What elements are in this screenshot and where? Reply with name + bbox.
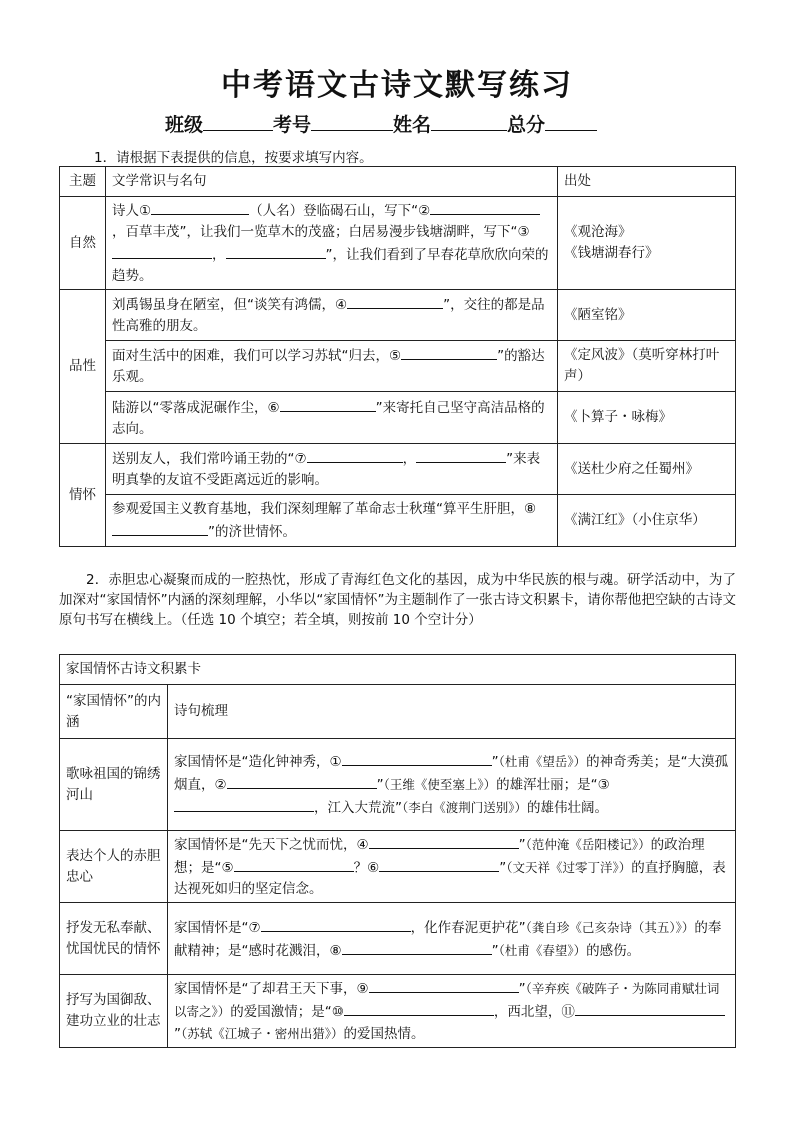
theme-sentiment: 情怀 bbox=[60, 444, 106, 547]
text-segment: 的政治理想；是“⑤ bbox=[174, 837, 705, 876]
card-row-content bbox=[168, 903, 736, 975]
table-row-source bbox=[558, 197, 736, 290]
text-segment: ，西北望，⑪ bbox=[493, 1004, 575, 1020]
card-blank-3[interactable] bbox=[174, 796, 314, 812]
blank-4[interactable] bbox=[347, 293, 443, 309]
score-label: 总分 bbox=[507, 114, 546, 136]
source-note: （杜甫《望岳》） bbox=[498, 754, 587, 769]
source-note: （苏轼《江城子・密州出猎》） bbox=[181, 1026, 344, 1041]
text-segment: 家国情怀是“造化钟神秀，① bbox=[174, 754, 342, 770]
text-segment: 刘禹锡虽身在陋室，但“谈笑有鸿儒，④ bbox=[112, 297, 348, 313]
source-note: （杜甫《春望》） bbox=[498, 942, 587, 958]
blank-2[interactable] bbox=[430, 199, 540, 215]
card-blank-1[interactable] bbox=[342, 750, 492, 766]
text-segment: ，江入大荒流” bbox=[314, 800, 402, 816]
name-label: 姓名 bbox=[393, 114, 432, 136]
table-row-source: 《卜算子・咏梅》 bbox=[558, 392, 736, 444]
text-segment: ？⑥ bbox=[353, 860, 380, 876]
name-blank[interactable] bbox=[431, 112, 507, 131]
class-label: 班级 bbox=[165, 114, 204, 136]
text-segment: ”的豁达乐观。 bbox=[112, 348, 545, 385]
card-title: 家国情怀古诗文积累卡 bbox=[60, 655, 736, 685]
text-segment: ， bbox=[402, 451, 417, 467]
table-row-source: 《定风波》（莫听穿林打叶声） bbox=[558, 341, 736, 392]
table-row-content bbox=[106, 495, 558, 547]
source-note: （文天祥《过零丁洋》） bbox=[506, 860, 632, 875]
card-blank-8[interactable] bbox=[342, 939, 492, 955]
page-title: 中考语文古诗文默写练习 bbox=[221, 68, 573, 103]
meaning-loyalty: 表达个人的赤胆忠心 bbox=[60, 831, 168, 903]
source-note: （李白《渡荆门送别》） bbox=[402, 800, 528, 815]
score-blank[interactable] bbox=[545, 112, 597, 131]
blank-6[interactable] bbox=[280, 396, 376, 412]
header-content: 文学常识与名句 bbox=[106, 167, 558, 197]
theme-nature: 自然 bbox=[60, 197, 106, 290]
card-blank-11[interactable] bbox=[575, 1000, 725, 1016]
text-segment: ，化作春泥更护花” bbox=[410, 919, 526, 936]
card-blank-2[interactable] bbox=[227, 773, 377, 789]
text-segment: 的神奇秀美；是“大漠孤烟直，② bbox=[174, 754, 729, 793]
table-row-content bbox=[106, 341, 558, 392]
table-row-content bbox=[106, 290, 558, 341]
header-meaning: “家国情怀”的内涵 bbox=[60, 685, 168, 739]
text-segment: ，百草丰茂”，让我们一览草木的茂盛；白居易漫步钱塘湖畔，写下“③ bbox=[112, 224, 530, 240]
text-segment: ” bbox=[499, 860, 507, 876]
text-segment: ” bbox=[376, 777, 384, 793]
table-row-content bbox=[106, 392, 558, 444]
text-segment: 的雄浑壮丽；是“③ bbox=[496, 777, 610, 793]
source-note: （范仲淹《岳阳楼记》） bbox=[525, 837, 651, 852]
question-1-instruction: 1．请根据下表提供的信息，按要求填写内容。 bbox=[94, 150, 373, 166]
source-note: （王维《使至塞上》） bbox=[383, 777, 497, 792]
blank-7b[interactable] bbox=[416, 447, 506, 463]
meaning-landscape: 歌咏祖国的锦绣河山 bbox=[60, 739, 168, 831]
text-segment: 的直抒胸臆，表达视死如归的坚定信念。 bbox=[174, 860, 726, 897]
blank-3b[interactable] bbox=[226, 243, 326, 259]
card-blank-10[interactable] bbox=[344, 1000, 494, 1016]
text-segment: ” bbox=[491, 942, 499, 959]
question-1-table bbox=[59, 166, 736, 547]
text-segment: 面对生活中的困难，我们可以学习苏轼“归去，⑤ bbox=[112, 348, 402, 364]
theme-character: 品性 bbox=[60, 290, 106, 444]
text-segment: ”，让我们看到了早春花草欣欣向荣的趋势。 bbox=[112, 247, 549, 284]
header-source: 出处 bbox=[558, 167, 736, 197]
text-segment: 诗人① bbox=[112, 203, 152, 219]
text-segment: ”来表明真挚的友谊不受距离远近的影响。 bbox=[112, 451, 541, 488]
card-blank-4[interactable] bbox=[369, 833, 519, 849]
table-row-source: 《满江红》（小住京华） bbox=[558, 495, 736, 547]
exam-no-blank[interactable] bbox=[311, 112, 393, 131]
card-row-content bbox=[168, 975, 736, 1048]
text-segment: ”的济世情怀。 bbox=[208, 523, 296, 540]
table-row-content bbox=[106, 197, 558, 290]
text-segment: ”来寄托自己坚守高洁品格的志向。 bbox=[112, 399, 545, 437]
card-row-content bbox=[168, 831, 736, 903]
blank-3a[interactable] bbox=[112, 243, 212, 259]
source-title: 《观沧海》 bbox=[564, 224, 632, 240]
text-segment: ” bbox=[518, 837, 526, 853]
text-segment: （人名）登临碣石山，写下“② bbox=[249, 203, 431, 219]
text-segment: 参观爱国主义教育基地，我们深刻理解了革命志士秋瑾“算平生肝胆，⑧ bbox=[112, 500, 537, 517]
table-row-source: 《送杜少府之任蜀州》 bbox=[558, 444, 736, 495]
text-segment: 家国情怀是“先天下之忧而忧，④ bbox=[174, 837, 369, 853]
card-blank-6[interactable] bbox=[379, 856, 499, 872]
table-row-content bbox=[106, 444, 558, 495]
question-2-instruction: 2．赤胆忠心凝聚而成的一腔热忱，形成了青海红色文化的基因，成为中华民族的根与魂。研学活动中，为了加深对“家国情怀”内涵的深刻理解，小华以“家国情怀”为主题制作了一张古诗文积累卡，请你帮他把空缺的古诗文原句书写在横线上。（任选 10 个填空；若全填，则按前 10 个空计分） bbox=[59, 572, 736, 628]
card-blank-5[interactable] bbox=[234, 856, 354, 872]
blank-8[interactable] bbox=[112, 520, 208, 536]
card-blank-9[interactable] bbox=[369, 977, 519, 993]
blank-1[interactable] bbox=[151, 199, 249, 215]
text-segment: ， bbox=[212, 247, 226, 263]
meaning-ambition: 抒写为国御敌、建功立业的壮志 bbox=[60, 975, 168, 1048]
text-segment: 的奉献精神；是“感时花溅泪，⑧ bbox=[174, 919, 722, 959]
text-segment: ” bbox=[174, 1026, 181, 1042]
source-note: （龚自珍《己亥杂诗（其五）》） bbox=[525, 919, 695, 935]
header-sorting: 诗句梳理 bbox=[168, 685, 736, 739]
table-row-source: 《陋室铭》 bbox=[558, 290, 736, 341]
blank-5[interactable] bbox=[401, 344, 497, 360]
text-segment: 的爱国热情。 bbox=[343, 1026, 425, 1042]
text-segment: 家国情怀是“了却君王天下事，⑨ bbox=[174, 981, 369, 997]
text-segment: 的感伤。 bbox=[586, 942, 641, 959]
text-segment: 送别友人，我们常吟诵王勃的“⑦ bbox=[112, 451, 307, 467]
text-segment: 的雄伟壮阔。 bbox=[527, 800, 609, 816]
header-theme: 主题 bbox=[60, 167, 106, 197]
text-segment: 陆游以“零落成泥碾作尘，⑥ bbox=[112, 399, 280, 416]
meaning-devotion: 抒发无私奉献、忧国忧民的情怀 bbox=[60, 903, 168, 975]
card-blank-7[interactable] bbox=[261, 916, 411, 932]
text-segment: 家国情怀是“⑦ bbox=[174, 919, 261, 936]
blank-7a[interactable] bbox=[307, 447, 403, 463]
exam-no-label: 考号 bbox=[273, 114, 312, 136]
accumulation-card-table bbox=[59, 654, 736, 1048]
student-info-line bbox=[165, 110, 597, 137]
class-blank[interactable] bbox=[203, 112, 273, 131]
source-note: （辛弃疾《破阵子・为陈同甫赋壮词以寄之》） bbox=[174, 981, 720, 1019]
text-segment: 的爱国激情；是“⑩ bbox=[230, 1004, 344, 1020]
text-segment: ” bbox=[491, 754, 499, 770]
text-segment: ”，交往的都是品性高雅的朋友。 bbox=[112, 297, 545, 334]
source-title: 《钱塘湖春行》 bbox=[564, 245, 659, 261]
card-row-content bbox=[168, 739, 736, 831]
text-segment: ” bbox=[518, 981, 526, 997]
